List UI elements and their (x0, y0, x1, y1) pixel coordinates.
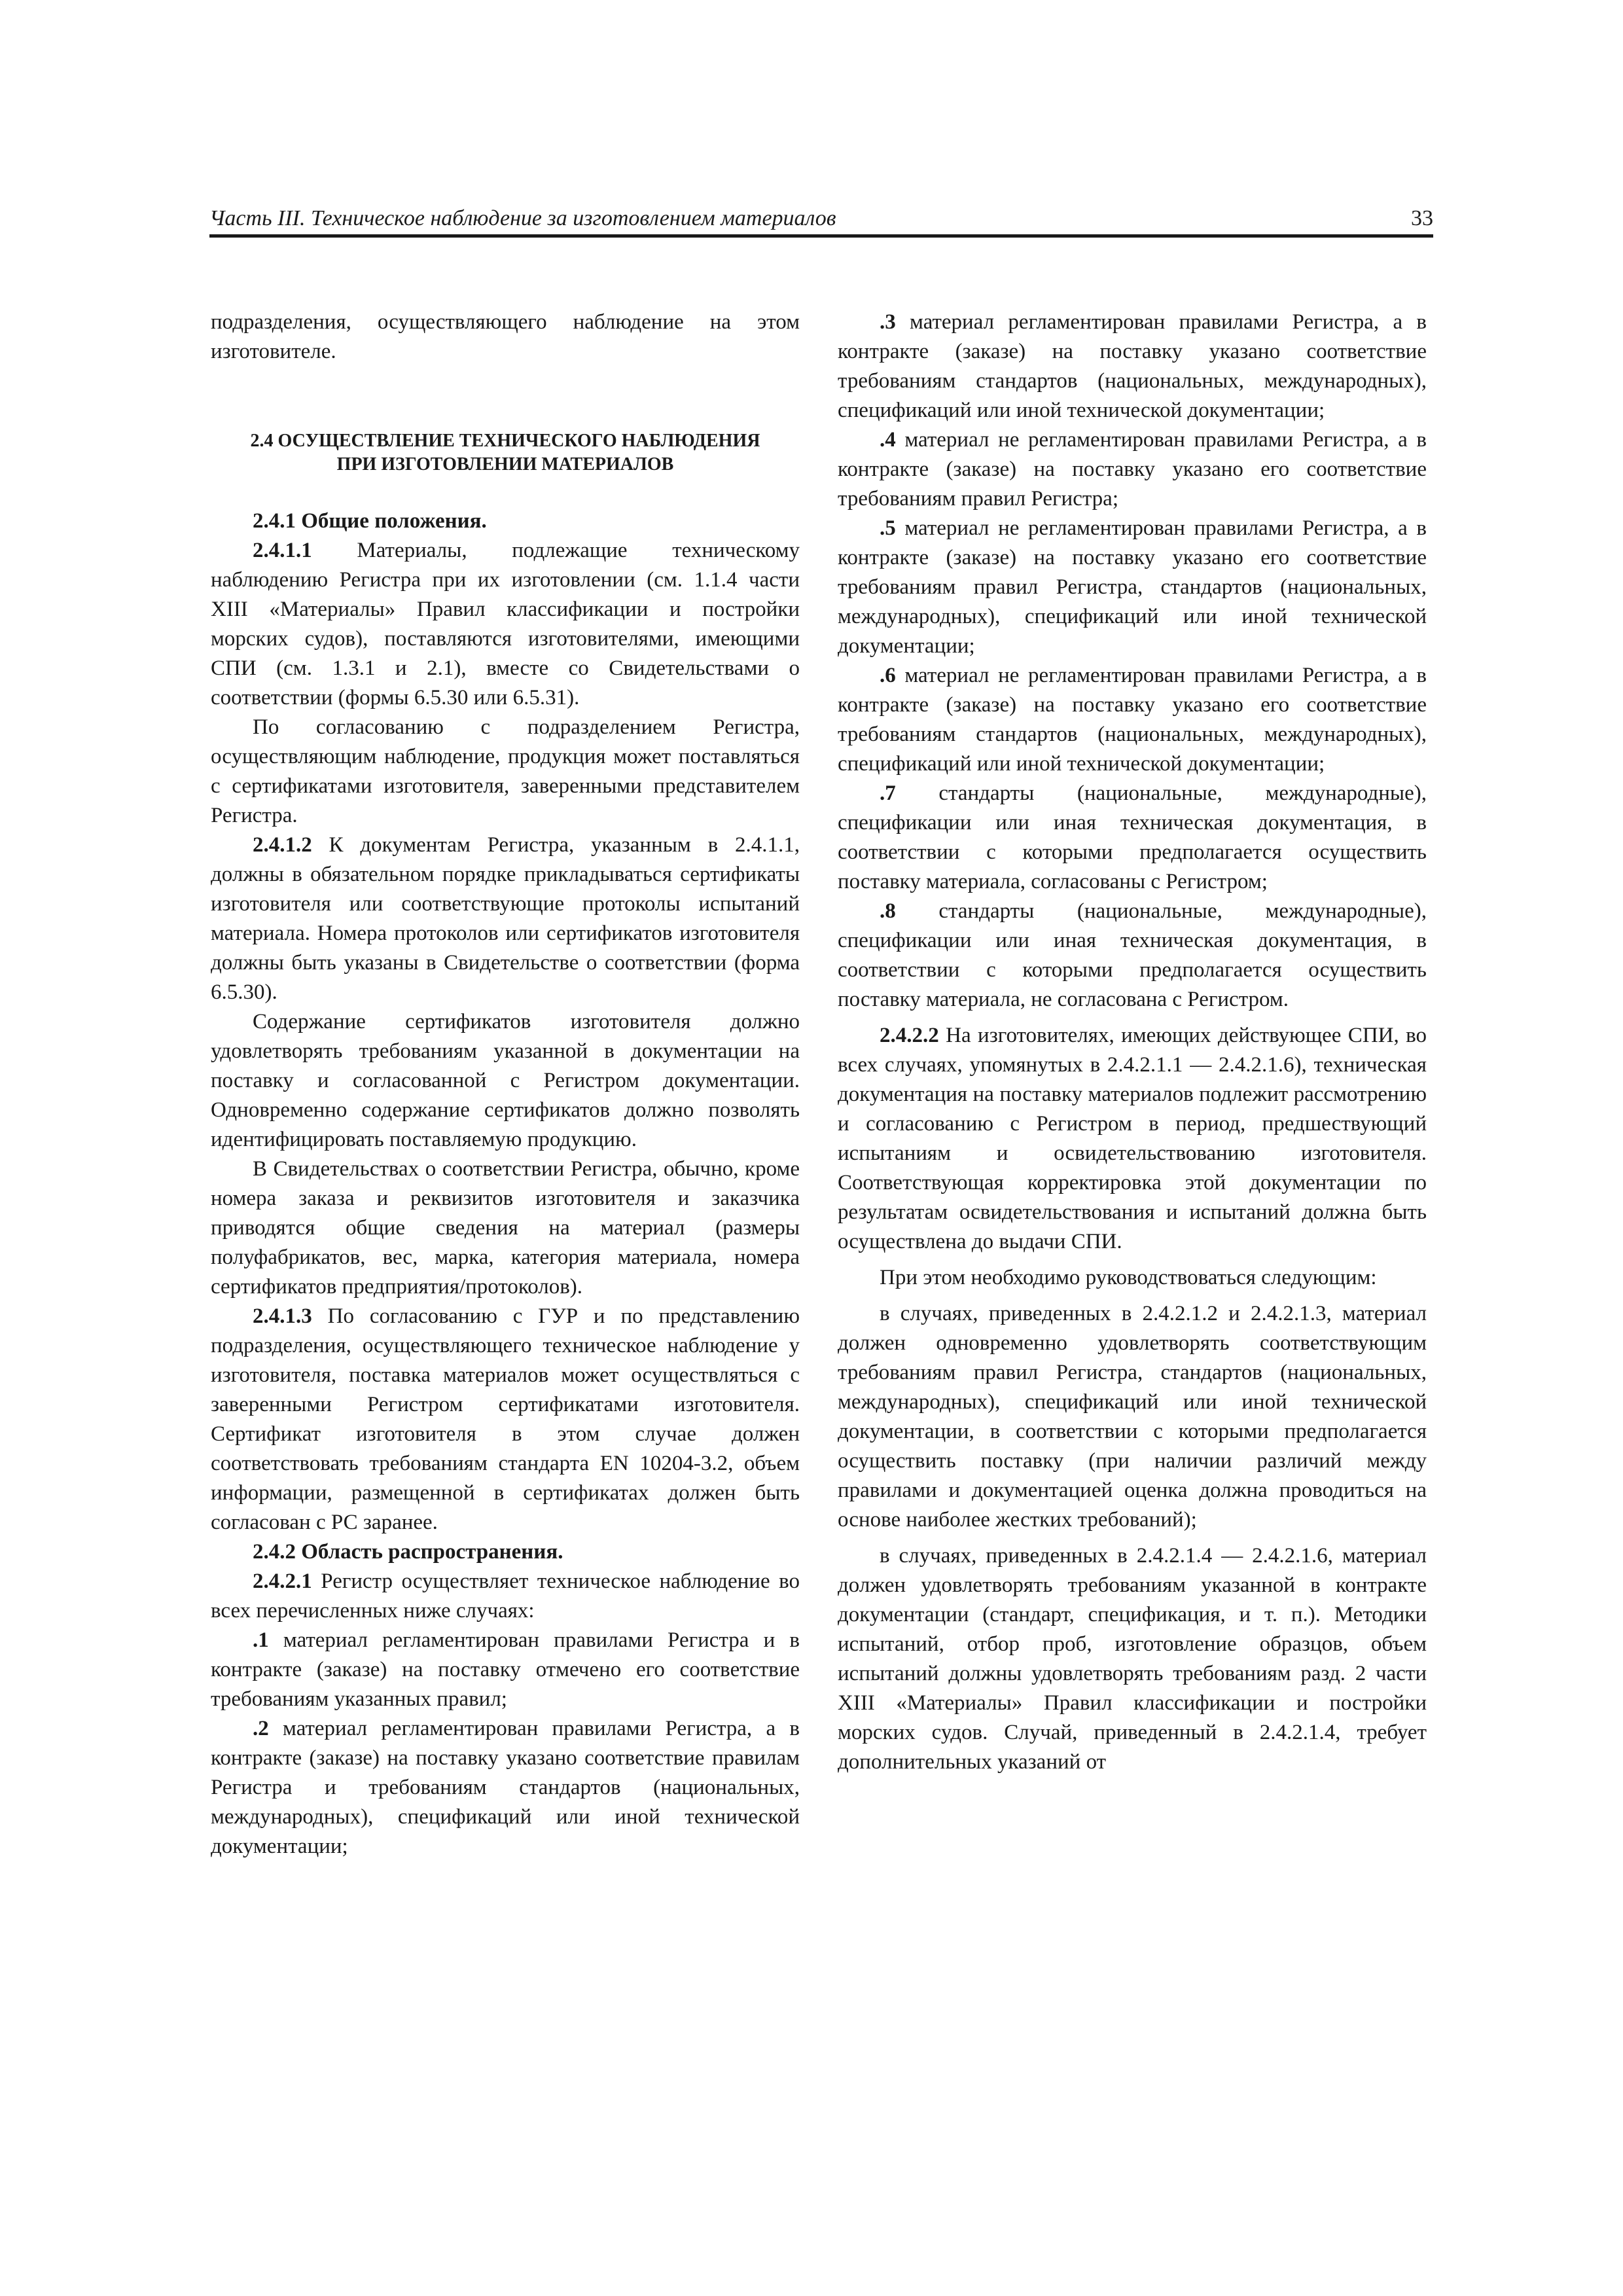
list-text: материал регламентирован правилами Регистра и в контракте (заказе) на поставку отмечено его соответствие требованиям указанных правил; (211, 1628, 800, 1711)
section-title (211, 429, 800, 476)
running-header-title: Часть III. Техническое наблюдение за изготовлением материалов (209, 206, 836, 230)
clause-number: 2.4.2.2 (880, 1024, 939, 1047)
paragraph-2-4-2-1 (211, 1567, 800, 1626)
section-title-line: ПРИ ИЗГОТОВЛЕНИИ МАТЕРИАЛОВ (336, 454, 674, 475)
list-number: .2 (253, 1717, 269, 1740)
list-item-4 (838, 425, 1427, 514)
paragraph: В Свидетельствах о соответствии Регистра, обычно, кроме номера заказа и реквизитов изготовителя и заказчика приводятся общие сведения на материал (размеры полуфабрикатов, вес, марка, категория материала, номера сертификатов предприятия/протоколов). (211, 1157, 800, 1299)
list-text: материал регламентирован правилами Регистра, а в контракте (заказе) на поставку указано соответствие требованиям стандартов (национальных, международных), спецификаций или иной технической документации; (838, 310, 1427, 422)
list-number: .4 (880, 428, 896, 452)
paragraph-2-4-1-3 (211, 1302, 800, 1537)
list-number: .3 (880, 310, 896, 334)
paragraph-2-4-2-2 (838, 1021, 1427, 1257)
section-title-line: 2.4 ОСУЩЕСТВЛЕНИЕ ТЕХНИЧЕСКОГО НАБЛЮДЕНИЯ (250, 431, 760, 451)
paragraph: подразделения, осуществляющего наблюдение на этом изготовителе. (211, 310, 800, 363)
list-number: .5 (880, 516, 896, 540)
subsection-heading-2-4-1: 2.4.1 Общие положения. (253, 509, 487, 533)
left-column (211, 308, 800, 1861)
list-item-1 (211, 1626, 800, 1714)
spacer (838, 1014, 1427, 1021)
paragraph-text: Регистр осуществляет техническое наблюдение во всех перечисленных ниже случаях: (211, 1570, 800, 1623)
running-header (209, 196, 1433, 238)
list-item-7 (838, 779, 1427, 897)
paragraph-text: По согласованию с ГУР и по представлению подразделения, осуществляющего техническое наблюдение у изготовителя, поставка материалов может осуществляться с заверенными Регистром сертификатами изготовителя. Сертификат изготовителя в этом случае должен соответствовать требованиям стандарта EN 10204-3.2, объем информации, размещенной в сертификатах должен быть согласован с РС заранее. (211, 1304, 800, 1534)
list-item-5 (838, 514, 1427, 661)
list-number: .7 (880, 781, 896, 805)
spacer (838, 1535, 1427, 1541)
page-number: 33 (1411, 206, 1433, 230)
paragraph-2-4-1-2 (211, 831, 800, 1007)
list-text: материал не регламентирован правилами Регистра, а в контракте (заказе) на поставку указано его соответствие требованиям правил Регистра, стандартов (национальных, международных), спецификаций или иной технической документации; (838, 516, 1427, 658)
list-text: материал не регламентирован правилами Регистра, а в контракте (заказе) на поставку указано его соответствие требованиям стандартов (национальных, международных), спецификаций или иной технической документации; (838, 664, 1427, 776)
paragraph-text: На изготовителях, имеющих действующее СПИ, во всех случаях, упомянутых в 2.4.2.1.1 — 2.4.2.1.6), техническая документация на поставку материалов подлежит рассмотрению и согласованию с Регистром в период, предшествующий испытаниям и освидетельствованию изготовителя. Соответствующая корректировка этой документации по результатам освидетельствования и испытаний должна быть осуществлена до выдачи СПИ. (838, 1024, 1427, 1253)
list-number: .8 (880, 899, 896, 923)
paragraph: в случаях, приведенных в 2.4.2.1.4 — 2.4.2.1.6, материал должен удовлетворять требованиям указанной в контракте документации (стандарт, спецификация, и т. п.). Методики испытаний, отбор проб, изготовление образцов, объем испытаний должны удовлетворять требованиям разд. 2 части XIII «Материалы» Правил классификации и постройки морских судов. Случай, приведенный в 2.4.2.1.4, требует дополнительных указаний от (838, 1544, 1427, 1774)
list-text: стандарты (национальные, международные), спецификации или иная техническая документация, в соответствии с которыми предполагается осуществить поставку материала, не согласована с Регистром. (838, 899, 1427, 1011)
clause-number: 2.4.2.1 (253, 1570, 312, 1593)
paragraph-2-4-1-1 (211, 536, 800, 713)
list-text: материал регламентирован правилами Регистра, а в контракте (заказе) на поставку указано соответствие правилам Регистра и требованиям стандартов (национальных, международных), спецификаций или иной технической документации; (211, 1717, 800, 1858)
list-text: стандарты (национальные, международные), спецификации или иная техническая документация, в соответствии с которыми предполагается осуществить поставку материала, согласованы с Регистром; (838, 781, 1427, 893)
list-item-3 (838, 308, 1427, 425)
list-number: .1 (253, 1628, 269, 1652)
subsection-heading-2-4-2: 2.4.2 Область распространения. (253, 1540, 563, 1564)
spacer (838, 1257, 1427, 1263)
paragraph: в случаях, приведенных в 2.4.2.1.2 и 2.4.2.1.3, материал должен одновременно удовлетворять соответствующим требованиям правил Регистра, стандартов (национальных, международных), спецификаций или иной технической документации, в соответствии с которыми предполагается осуществить поставку (при наличии различий между правилами и документацией оценка должна проводиться на основе наиболее жестких требований); (838, 1302, 1427, 1532)
right-column (838, 308, 1427, 1777)
spacer (838, 1293, 1427, 1299)
list-number: .6 (880, 664, 896, 687)
paragraph: Содержание сертификатов изготовителя должно удовлетворять требованиям указанной в документации на поставку и согласованной с Регистром документации. Одновременно содержание сертификатов должно позволять идентифицировать поставляемую продукцию. (211, 1010, 800, 1151)
clause-number: 2.4.1.3 (253, 1304, 312, 1328)
clause-number: 2.4.1.1 (253, 539, 312, 562)
paragraph: При этом необходимо руководствоваться следующим: (880, 1266, 1377, 1289)
list-item-6 (838, 661, 1427, 779)
list-item-8 (838, 897, 1427, 1014)
list-text: материал не регламентирован правилами Регистра, а в контракте (заказе) на поставку указано его соответствие требованиям правил Регистра; (838, 428, 1427, 511)
list-item-2 (211, 1714, 800, 1861)
clause-number: 2.4.1.2 (253, 833, 312, 857)
paragraph: По согласованию с подразделением Регистра, осуществляющим наблюдение, продукция может поставляться с сертификатами изготовителя, заверенными представителем Регистра. (211, 715, 800, 827)
paragraph-text: К документам Регистра, указанным в 2.4.1.1, должны в обязательном порядке прикладываться сертификаты изготовителя или соответствующие протоколы испытаний материала. Номера протоколов или сертификатов изготовителя должны быть указаны в Свидетельстве о соответствии (форма 6.5.30). (211, 833, 800, 1004)
paragraph-text: Материалы, подлежащие техническому наблюдению Регистра при их изготовлении (см. 1.1.4 части XIII «Материалы» Правил классификации и постройки морских судов), поставляются изготовителями, имеющими СПИ (см. 1.3.1 и 2.1), вместе со Свидетельствами о соответствии (формы 6.5.30 или 6.5.31). (211, 539, 800, 709)
